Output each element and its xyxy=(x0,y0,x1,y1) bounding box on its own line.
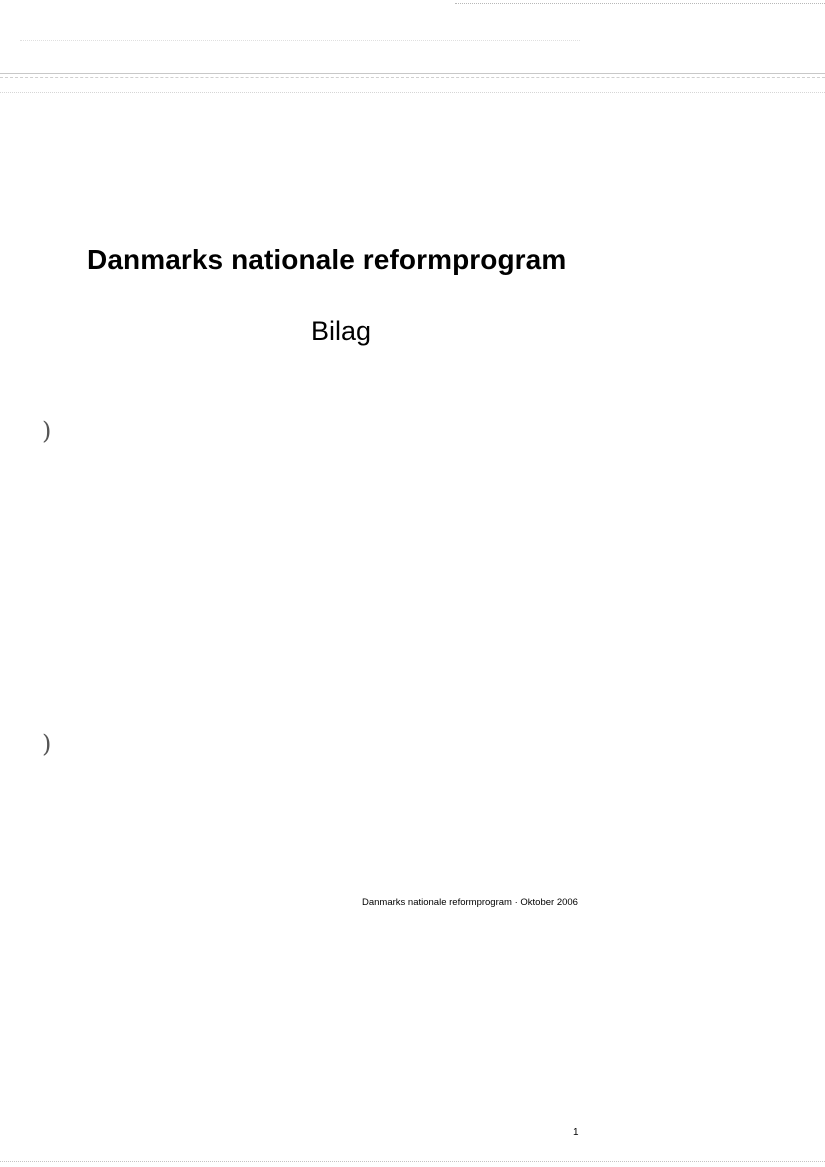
scan-artifact-line xyxy=(20,40,580,41)
page-number: 1 xyxy=(573,1127,579,1138)
scan-artifact-line xyxy=(455,3,825,4)
scan-artifact-line xyxy=(0,92,825,93)
punch-hole-mark: ) xyxy=(42,417,52,445)
scan-artifact-line xyxy=(0,77,825,78)
document-subtitle: Bilag xyxy=(311,316,372,346)
document-title: Danmarks nationale reformprogram xyxy=(87,244,567,275)
scan-artifact-line xyxy=(0,73,825,74)
document-footer: Danmarks nationale reformprogram · Oktober 2006 xyxy=(362,897,578,908)
scan-artifact-line xyxy=(0,1161,825,1162)
punch-hole-mark: ) xyxy=(42,730,52,758)
